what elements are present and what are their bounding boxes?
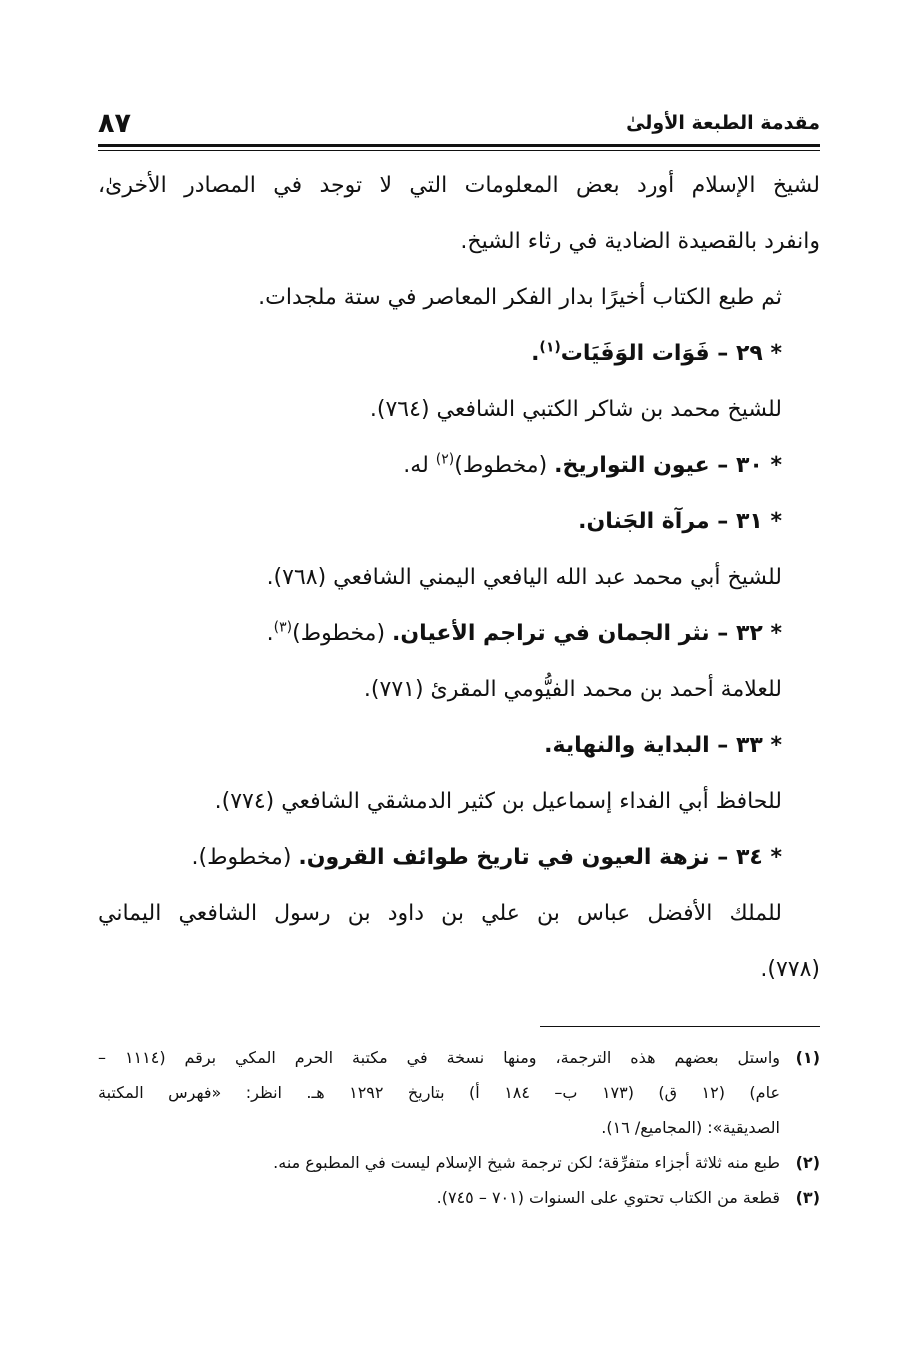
paragraph-line: وانفرد بالقصيدة الضادية في رثاء الشيخ.: [460, 229, 820, 254]
manuscript-note: (مخطوط).: [191, 845, 299, 870]
footnote-separator: [540, 1026, 820, 1027]
footnote-line: طبع منه ثلاثة أجزاء متفرِّقة؛ لكن ترجمة شيخ الإسلام ليست في المطبوع منه.: [273, 1153, 780, 1172]
footnote-line: عام) (١٢ ق) (١٧٣ ب– ١٨٤ أ) بتاريخ ١٢٩٢ هـ. انظر: «فهرس المكتبة: [98, 1083, 781, 1102]
punctuation: .: [531, 341, 540, 366]
header-rule-thick: [98, 144, 820, 147]
entry-33-title: * ٣٣ – البداية والنهاية.: [544, 733, 782, 758]
entry-title-text: * ٣٢ – نثر الجمان في تراجم الأعيان.: [392, 621, 782, 646]
punctuation: .: [266, 621, 274, 646]
entry-34-author-line: للملك الأفضل عباس بن علي بن داود بن رسول الشافعي اليماني: [98, 901, 782, 926]
entry-34-title: [98, 830, 820, 886]
footnote-2: [98, 1145, 820, 1180]
entry-30-title: [98, 438, 820, 494]
entry-suffix: له.: [403, 453, 436, 478]
entry-31-author: للشيخ أبي محمد عبد الله اليافعي اليمني الشافعي (٧٦٨).: [266, 565, 782, 590]
paragraph: ثم طبع الكتاب أخيرًا بدار الفكر المعاصر في ستة ملجدات.: [258, 285, 782, 310]
header-rule-thin: [98, 150, 820, 151]
main-text: [98, 158, 820, 998]
running-header: [98, 108, 820, 144]
page-number: ٨٧: [98, 108, 131, 139]
footnote-ref[interactable]: (٢): [435, 451, 455, 468]
footnote-ref[interactable]: (٣): [273, 619, 293, 636]
entry-31-title: * ٣١ – مرآة الجَنان.: [578, 509, 782, 534]
entry-29-title: [98, 326, 820, 382]
entry-32-author: للعلامة أحمد بن محمد الفيُّومي المقرئ (٧٧١).: [363, 677, 782, 702]
entry-title-text: * ٣٤ – نزهة العيون في تاريخ طوائف القرون.: [298, 845, 782, 870]
manuscript-note: (مخطوط): [454, 453, 555, 478]
footnote-number: (٣): [795, 1188, 820, 1207]
manuscript-note: (مخطوط): [292, 621, 393, 646]
entry-title-text: * ٢٩ – فَوَات الوَفَيَات: [560, 341, 782, 366]
footnote-line: الصديقية»: (المجاميع/ ١٦).: [601, 1118, 780, 1137]
footnote-line: واستل بعضهم هذه الترجمة، ومنها نسخة في مكتبة الحرم المكي برقم (١١١٤ –: [98, 1048, 780, 1067]
footnote-1: [98, 1040, 820, 1145]
entry-29-author: للشيخ محمد بن شاكر الكتبي الشافعي (٧٦٤).: [369, 397, 782, 422]
footnote-line: قطعة من الكتاب تحتوي على السنوات (٧٠١ – ٧٤٥).: [436, 1188, 780, 1207]
footnote-3: [98, 1180, 820, 1215]
chapter-title: مقدمة الطبعة الأولىٰ: [626, 112, 820, 134]
entry-title-text: * ٣٠ – عيون التواريخ.: [554, 453, 782, 478]
footnotes: [98, 1040, 820, 1215]
entry-32-title: [98, 606, 820, 662]
entry-34-author-line: (٧٧٨).: [760, 957, 820, 982]
footnote-ref[interactable]: (١): [539, 339, 561, 356]
footnote-number: (١): [795, 1048, 820, 1067]
footnote-number: (٢): [795, 1153, 820, 1172]
entry-33-author: للحافظ أبي الفداء إسماعيل بن كثير الدمشقي الشافعي (٧٧٤).: [214, 789, 782, 814]
paragraph-line: لشيخ الإسلام أورد بعض المعلومات التي لا توجد في المصادر الأخرىٰ،: [98, 173, 820, 198]
